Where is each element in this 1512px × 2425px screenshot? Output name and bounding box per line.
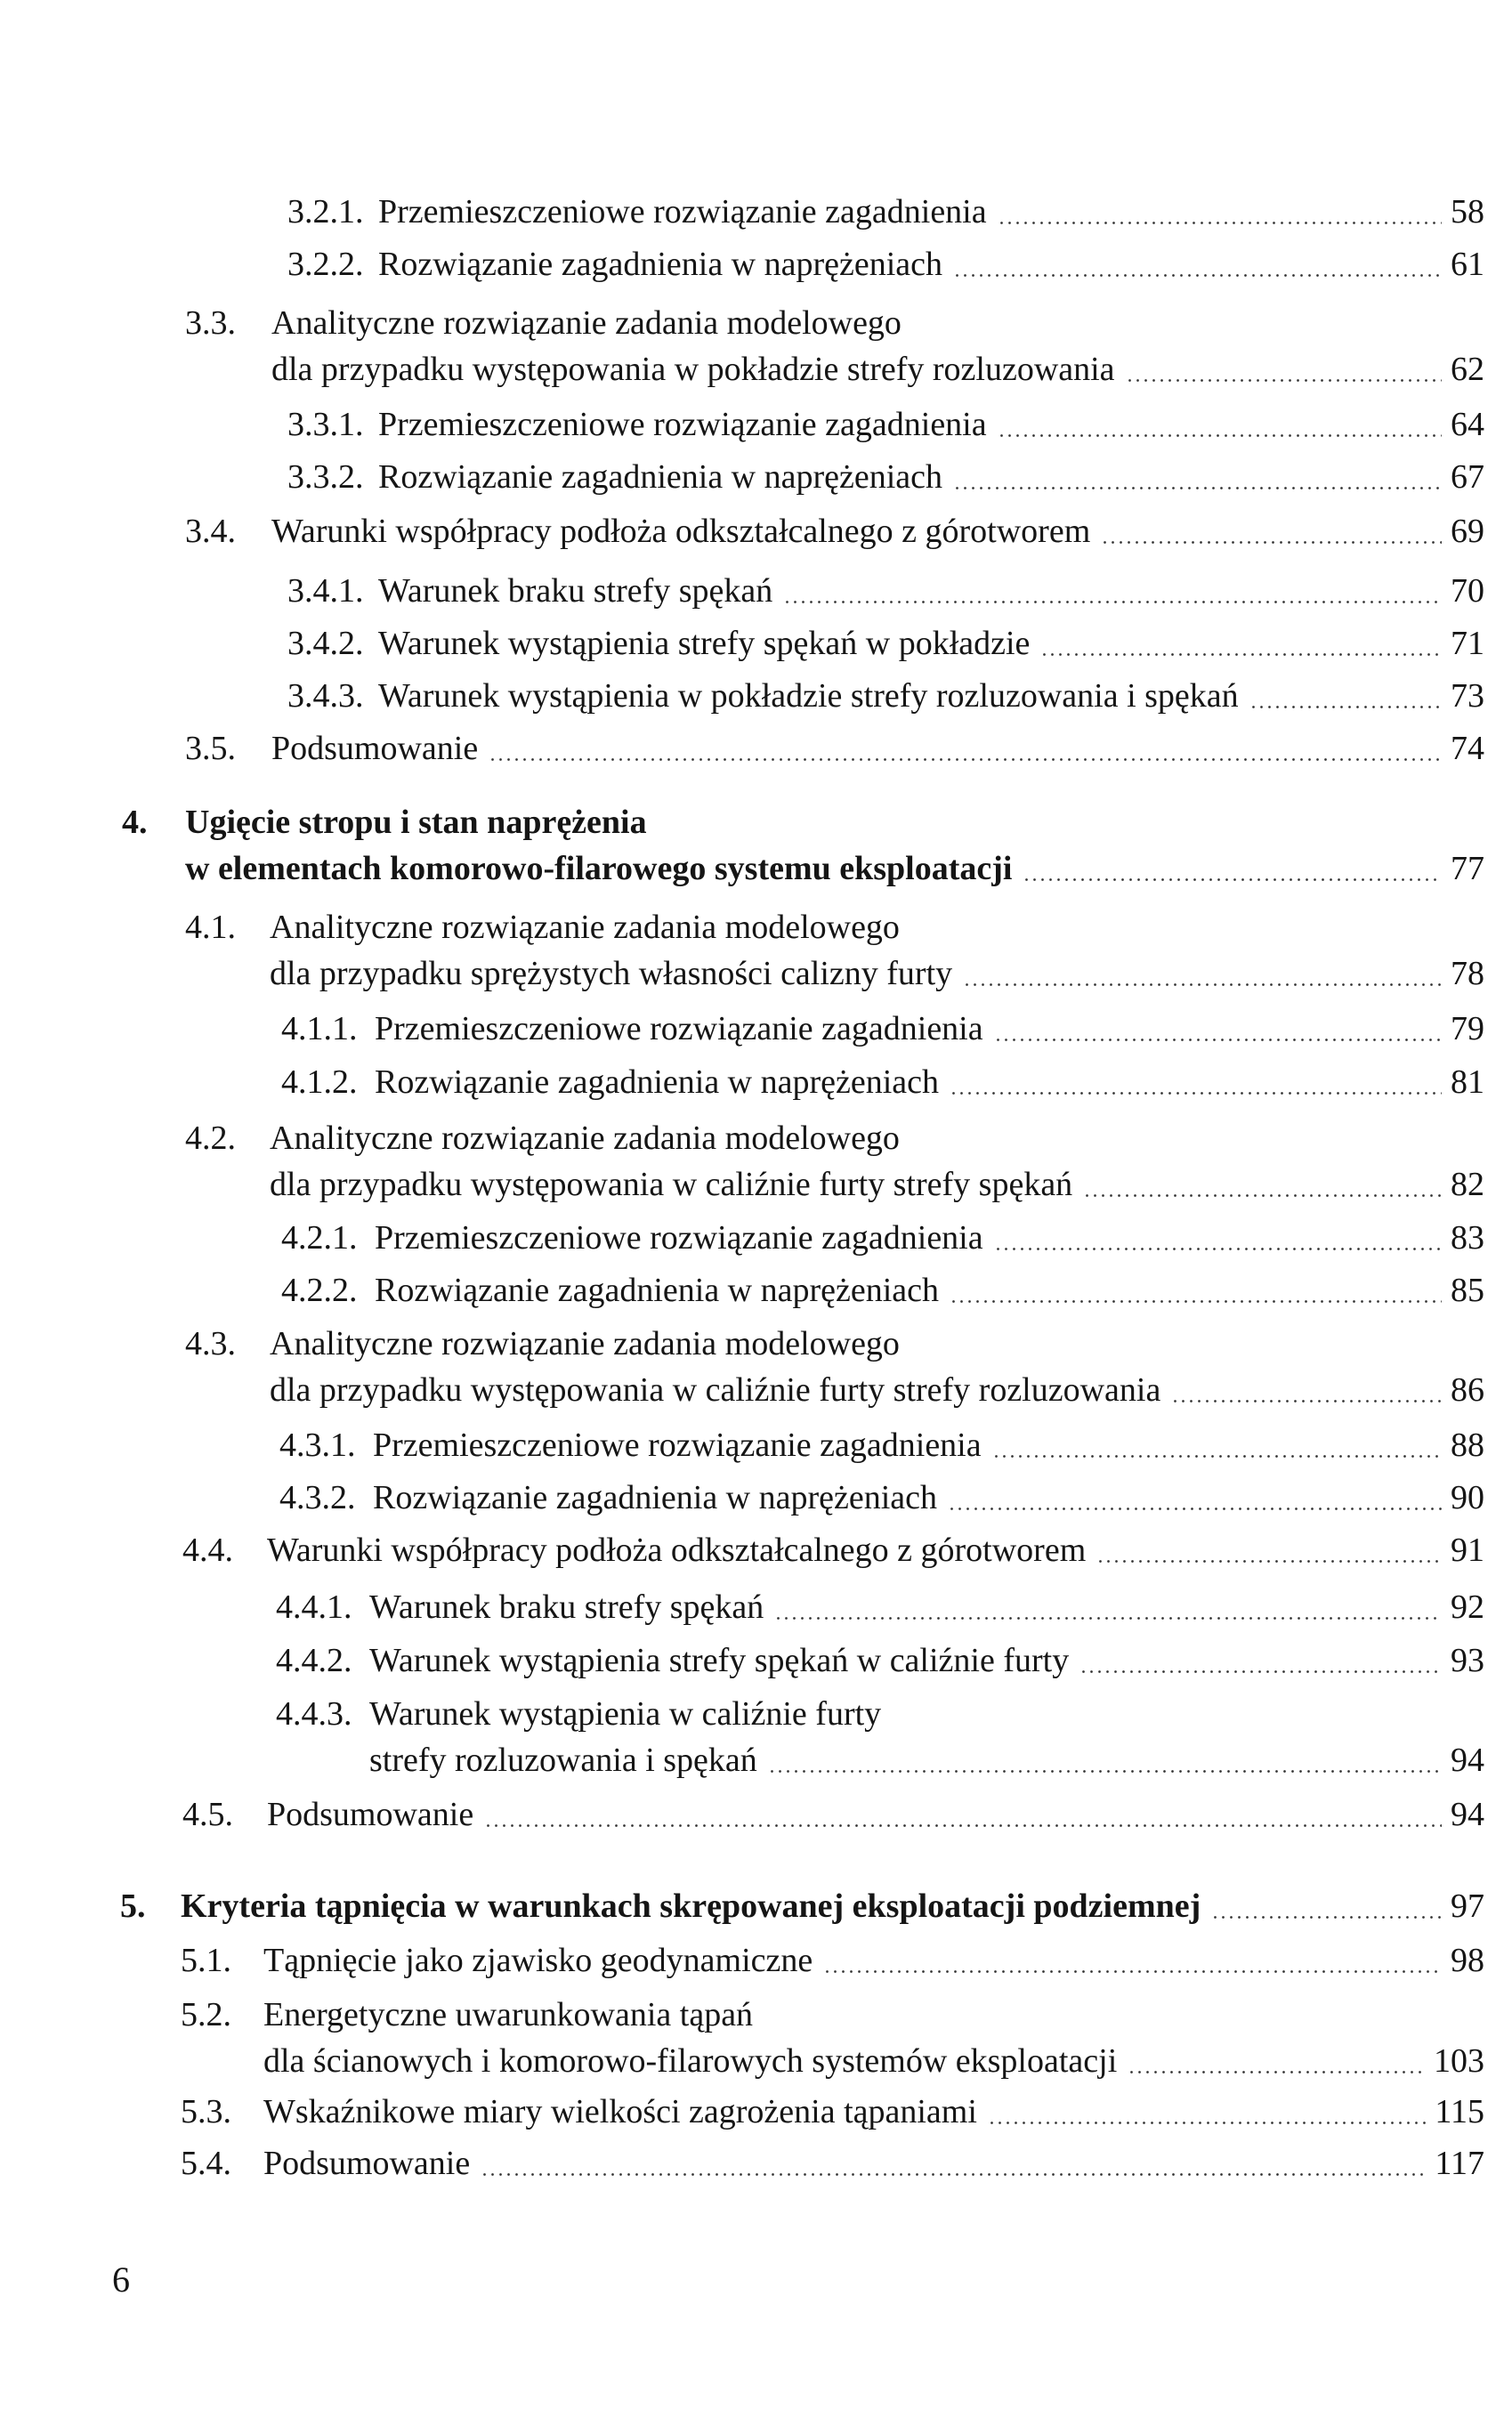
toc-entry-page: 67: [1451, 458, 1484, 496]
toc-entry-row: [263, 2089, 1484, 2135]
dot-leader: [950, 1092, 1442, 1095]
dot-leader: [1096, 1560, 1442, 1563]
toc-entry-row: [263, 1937, 1484, 1984]
toc-entry-title-line1: Analityczne rozwiązanie zadania modelowego: [270, 1325, 900, 1362]
toc-chapter-number: 5.: [120, 1887, 146, 1925]
toc-entry-page: 61: [1451, 246, 1484, 283]
toc-entry-page: 73: [1451, 677, 1484, 715]
toc-entry-number: 3.2.2.: [287, 246, 364, 283]
toc-entry-title: Podsumowanie: [271, 730, 479, 767]
toc-entry-page: 90: [1451, 1479, 1484, 1516]
toc-entry-number: 3.5.: [185, 730, 236, 767]
toc-entry-page: 91: [1451, 1532, 1484, 1569]
toc-entry-page: 94: [1451, 1796, 1484, 1833]
toc-entry-number: 4.3.2.: [279, 1479, 356, 1516]
dot-leader: [823, 1970, 1442, 1973]
toc-entry-page: 92: [1451, 1588, 1484, 1626]
toc-entry-row: [267, 1527, 1484, 1573]
toc-entry-number: 4.2.1.: [281, 1219, 358, 1257]
toc-chapter-title: Kryteria tąpnięcia w warunkach skrępowanej eksploatacji podziemnej: [181, 1887, 1201, 1925]
dot-leader: [998, 222, 1442, 224]
toc-entry-page: 98: [1451, 1942, 1484, 1979]
toc-entry-number: 4.4.1.: [276, 1588, 352, 1626]
toc-entry-row: [271, 508, 1484, 554]
toc-entry-title: Warunek braku strefy spękań: [378, 572, 773, 610]
dot-leader: [1079, 1670, 1442, 1673]
toc-entry-row: [263, 2140, 1484, 2187]
toc-entry-number: 4.4.2.: [276, 1642, 352, 1679]
toc-entry-number: 4.4.: [182, 1532, 233, 1569]
toc-entry-row: [270, 1367, 1484, 1413]
toc-entry-title: Tąpnięcie jako zjawisko geodynamiczne: [263, 1942, 813, 1979]
dot-leader: [768, 1770, 1442, 1773]
dot-leader: [1211, 1916, 1442, 1919]
toc-chapter-number: 4.: [122, 804, 148, 841]
toc-entry-number: 4.4.3.: [276, 1695, 352, 1733]
toc-entry-title: Warunek wystąpienia strefy spękań w pokładzie: [378, 625, 1031, 662]
toc-entry-row: [378, 401, 1484, 448]
toc-entry-number: 3.2.1.: [287, 193, 364, 230]
toc-entry-row: [271, 346, 1484, 392]
toc-entry-title: Rozwiązanie zagadnienia w naprężeniach: [378, 246, 943, 283]
toc-entry-number: 4.2.: [185, 1120, 236, 1157]
toc-entry-number: 5.3.: [181, 2093, 231, 2130]
toc-entry-title: Warunek wystąpienia strefy spękań w caliźnie furty: [369, 1642, 1070, 1679]
toc-entry-title-line2: dla ścianowych i komorowo-filarowych systemów eksploatacji: [263, 2042, 1118, 2080]
toc-entry-title: Rozwiązanie zagadnienia w naprężeniach: [375, 1063, 940, 1101]
toc-entry-page: 69: [1451, 513, 1484, 550]
toc-entry-title: Podsumowanie: [263, 2145, 471, 2182]
toc-entry-title: Warunki współpracy podłoża odkształcalnego z górotworem: [271, 513, 1091, 550]
toc-entry-title-line1: Analityczne rozwiązanie zadania modelowego: [270, 909, 900, 946]
toc-entry-page: 86: [1451, 1371, 1484, 1409]
toc-entry-row: [263, 2038, 1484, 2084]
dot-leader: [988, 2122, 1427, 2124]
dot-leader: [1249, 706, 1442, 708]
toc-entry-title: Przemieszczeniowe rozwiązanie zagadnienia: [378, 193, 987, 230]
toc-entry-number: 3.3.2.: [287, 458, 364, 496]
toc-entry-page: 58: [1451, 193, 1484, 230]
toc-entry-number: 4.1.2.: [281, 1063, 358, 1101]
toc-entry-row: [373, 1422, 1484, 1468]
dot-leader: [994, 1039, 1442, 1041]
toc-entry-number: 3.4.2.: [287, 625, 364, 662]
toc-entry-number: 4.3.1.: [279, 1427, 356, 1464]
toc-entry-title-line2: dla przypadku występowania w caliźnie furty strefy spękań: [270, 1166, 1073, 1203]
toc-entry-number: 4.1.1.: [281, 1010, 358, 1047]
toc-entry-page: 83: [1451, 1219, 1484, 1257]
dot-leader: [992, 1455, 1442, 1458]
toc-entry-number: 5.2.: [181, 1996, 231, 2033]
toc-entry-row: [375, 1215, 1484, 1261]
dot-leader: [994, 1248, 1442, 1250]
toc-entry-page: 82: [1451, 1166, 1484, 1203]
toc-entry-number: 3.3.: [185, 304, 236, 342]
toc-entry-row: [267, 1791, 1484, 1838]
toc-entry-page: 117: [1435, 2145, 1484, 2182]
toc-entry-number: 3.4.: [185, 513, 236, 550]
toc-entry-row: [271, 725, 1484, 772]
toc-entry-page: 94: [1451, 1742, 1484, 1779]
toc-entry-title-line2: dla przypadku sprężystych własności calizny furty: [270, 955, 953, 992]
toc-entry-row: [378, 568, 1484, 614]
toc-entry-page: 115: [1435, 2093, 1484, 2130]
toc-entry-page: 79: [1451, 1010, 1484, 1047]
toc-entry-row: [270, 950, 1484, 997]
toc-entry-number: 3.4.3.: [287, 677, 364, 715]
toc-entry-number: 4.2.2.: [281, 1272, 358, 1309]
toc-entry-title: Przemieszczeniowe rozwiązanie zagadnienia: [373, 1427, 982, 1464]
toc-entry-title: Warunek braku strefy spękań: [369, 1588, 764, 1626]
dot-leader: [1128, 2071, 1425, 2073]
toc-entry-row: [378, 241, 1484, 287]
toc-entry-number: 4.1.: [185, 909, 236, 946]
page-number: 6: [112, 2259, 130, 2300]
toc-entry-row: [369, 1737, 1484, 1783]
dot-leader: [1126, 379, 1442, 382]
toc-entry-title: Warunek wystąpienia w pokładzie strefy rozluzowania i spękań: [378, 677, 1239, 715]
toc-entry-title: Podsumowanie: [267, 1796, 474, 1833]
toc-entry-number: 3.3.1.: [287, 406, 364, 443]
toc-entry-row: [185, 845, 1484, 892]
toc-entry-row: [181, 1883, 1484, 1929]
toc-entry-page: 71: [1451, 625, 1484, 662]
toc-entry-row: [369, 1637, 1484, 1684]
toc-entry-title-line1: Analityczne rozwiązanie zadania modelowego: [270, 1120, 900, 1157]
toc-entry-page: 78: [1451, 955, 1484, 992]
toc-entry-title-line1: Warunek wystąpienia w caliźnie furty: [369, 1695, 882, 1733]
dot-leader: [783, 601, 1442, 603]
dot-leader: [1083, 1194, 1442, 1197]
toc-entry-page: 70: [1451, 572, 1484, 610]
toc-entry-number: 5.1.: [181, 1942, 231, 1979]
toc-entry-title: Przemieszczeniowe rozwiązanie zagadnienia: [378, 406, 987, 443]
toc-entry-number: 4.5.: [182, 1796, 233, 1833]
toc-entry-row: [375, 1006, 1484, 1052]
dot-leader: [963, 983, 1442, 986]
toc-entry-page: 93: [1451, 1642, 1484, 1679]
toc-entry-page: 103: [1434, 2042, 1484, 2080]
dot-leader: [481, 2173, 1426, 2176]
toc-entry-row: [375, 1267, 1484, 1314]
dot-leader: [953, 274, 1442, 277]
toc-entry-row: [373, 1475, 1484, 1521]
toc-entry-title: Rozwiązanie zagadnienia w naprężeniach: [373, 1479, 938, 1516]
toc-entry-page: 64: [1451, 406, 1484, 443]
toc-entry-page: 81: [1451, 1063, 1484, 1101]
toc-entry-row: [369, 1584, 1484, 1630]
toc-entry-number: 4.3.: [185, 1325, 236, 1362]
dot-leader: [1023, 878, 1442, 881]
toc-entry-title-line2: strefy rozluzowania i spękań: [369, 1742, 757, 1779]
toc-entry-title: Przemieszczeniowe rozwiązanie zagadnienia: [375, 1010, 983, 1047]
dot-leader: [948, 1508, 1442, 1510]
toc-entry-number: 5.4.: [181, 2145, 231, 2182]
toc-entry-page: 88: [1451, 1427, 1484, 1464]
dot-leader: [1101, 541, 1442, 544]
toc-entry-row: [378, 673, 1484, 719]
toc-entry-row: [375, 1059, 1484, 1105]
toc-entry-page: 77: [1451, 850, 1484, 887]
dot-leader: [953, 487, 1442, 489]
toc-entry-row: [378, 620, 1484, 667]
toc-entry-title-line2: dla przypadku występowania w caliźnie furty strefy rozluzowania: [270, 1371, 1161, 1409]
toc-entry-page: 85: [1451, 1272, 1484, 1309]
toc-entry-title-line1: Analityczne rozwiązanie zadania modelowego: [271, 304, 902, 342]
dot-leader: [484, 1824, 1442, 1827]
dot-leader: [1171, 1400, 1442, 1402]
toc-entry-page: 97: [1451, 1887, 1484, 1925]
toc-entry-title-line1: Energetyczne uwarunkowania tąpań: [263, 1996, 754, 2033]
dot-leader: [1040, 653, 1442, 656]
toc-chapter-title-line1: Ugięcie stropu i stan naprężenia: [185, 804, 647, 841]
toc-entry-title-line2: dla przypadku występowania w pokładzie strefy rozluzowania: [271, 351, 1115, 388]
toc-entry-row: [378, 189, 1484, 235]
toc-entry-title: Rozwiązanie zagadnienia w naprężeniach: [378, 458, 943, 496]
dot-leader: [998, 434, 1442, 437]
toc-entry-title: Przemieszczeniowe rozwiązanie zagadnienia: [375, 1219, 983, 1257]
toc-entry-page: 62: [1451, 351, 1484, 388]
toc-entry-row: [270, 1161, 1484, 1208]
dot-leader: [489, 758, 1442, 761]
toc-entry-title: Warunki współpracy podłoża odkształcalnego z górotworem: [267, 1532, 1087, 1569]
toc-entry-page: 74: [1451, 730, 1484, 767]
toc-entry-title: Rozwiązanie zagadnienia w naprężeniach: [375, 1272, 940, 1309]
dot-leader: [774, 1617, 1442, 1620]
dot-leader: [950, 1300, 1442, 1303]
toc-entry-number: 3.4.1.: [287, 572, 364, 610]
toc-entry-row: [378, 454, 1484, 500]
toc-chapter-title-line2: w elementach komorowo-filarowego systemu eksploatacji: [185, 850, 1013, 887]
toc-entry-title: Wskaźnikowe miary wielkości zagrożenia tąpaniami: [263, 2093, 977, 2130]
